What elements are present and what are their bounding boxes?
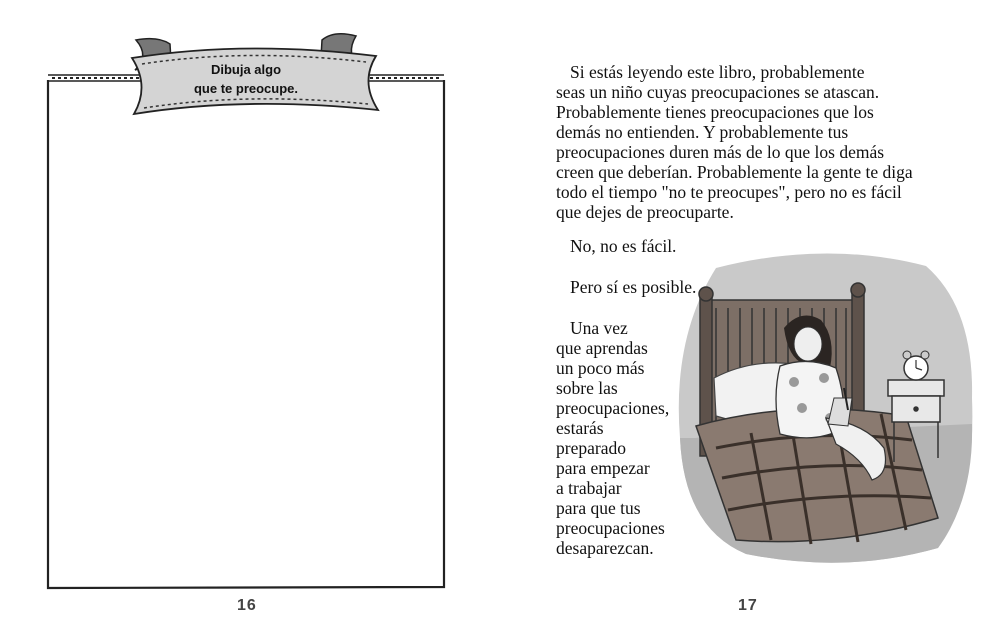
narrow-line: para que tus [556, 498, 641, 518]
girl-face [794, 327, 822, 361]
girl-in-bed-illustration [676, 248, 976, 568]
drawing-area-border [48, 80, 445, 588]
intro-line: demás no entienden. Y probablemente tus [556, 122, 849, 142]
narrow-line: Una vez [570, 318, 628, 338]
narrow-line: preocupaciones, [556, 398, 670, 418]
short-paragraph-1: No, no es fácil. [570, 236, 677, 256]
narrow-line: un poco más [556, 358, 645, 378]
narrow-line: que aprendas [556, 338, 648, 358]
narrow-paragraph [556, 318, 669, 558]
narrow-line: sobre las [556, 378, 618, 398]
intro-line: creen que deberían. Probablemente la gente te diga [556, 162, 913, 182]
narrow-line: estarás [556, 418, 604, 438]
short-paragraph-2: Pero sí es posible. [570, 277, 697, 297]
intro-line: seas un niño cuyas preocupaciones se atascan. [556, 82, 880, 102]
narrow-line: para empezar [556, 458, 650, 478]
banner-line-1: Dibuja algo [210, 62, 282, 77]
intro-line: Probablemente tienes preocupaciones que los [556, 102, 874, 122]
right-page [498, 0, 996, 643]
intro-line: Si estás leyendo este libro, probablemente [570, 62, 865, 82]
narrow-line: preocupaciones [556, 518, 665, 538]
narrow-line: preparado [556, 438, 626, 458]
banner-title [176, 60, 316, 98]
intro-paragraph [556, 62, 936, 222]
page-number-right: 17 [738, 597, 758, 614]
narrow-line: desaparezcan. [556, 538, 654, 558]
narrow-line: a trabajar [556, 478, 622, 498]
page-number-left: 16 [237, 597, 257, 614]
alarm-clock-icon [903, 351, 929, 380]
intro-line: todo el tiempo "no te preocupes", pero no es fácil [556, 182, 902, 202]
intro-line: que dejes de preocuparte. [556, 202, 734, 222]
intro-line: preocupaciones duren más de lo que los demás [556, 142, 885, 162]
banner-line-2: que te preocupe. [193, 81, 299, 96]
